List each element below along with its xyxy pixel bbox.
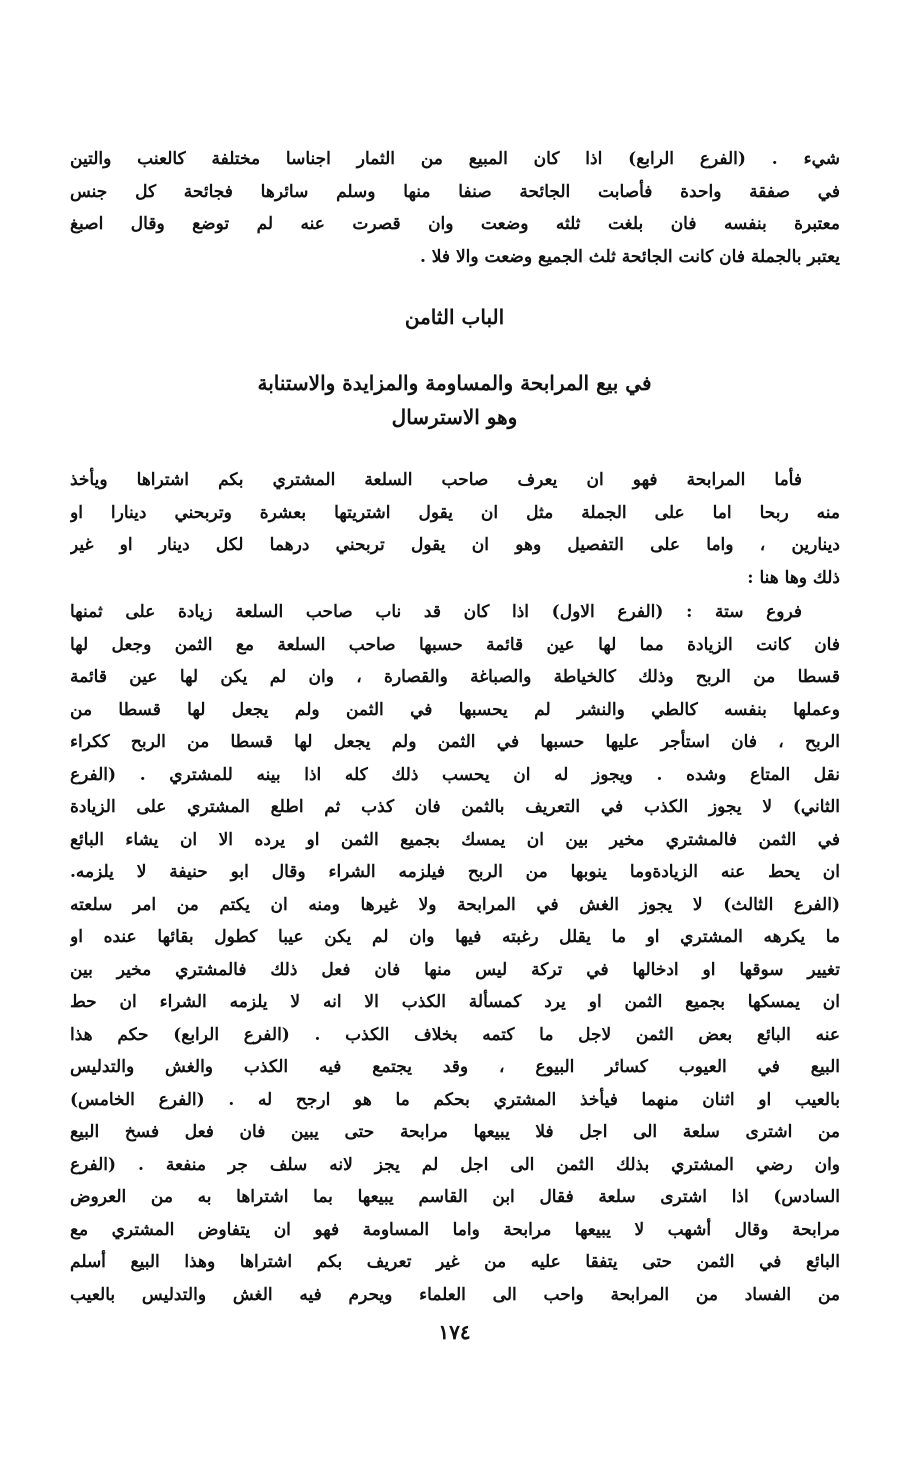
text-line: تغيير سوقها او ادخالها في تركة ليس منها فان فعل ذلك فالمشتري مخير بين — [70, 959, 840, 980]
chapter-title: الباب الثامن — [404, 305, 505, 329]
text-line: ان يحط عنه الزيادةوما ينوبها من الربح فيلزمه الشراء وقال ابو حنيفة لا يلزمه. — [70, 862, 840, 882]
text-line: من الفساد من المرابحة واحب الى العلماء ويحرم فيه الغش والتدليس بالعيب — [70, 1284, 840, 1305]
text-line: الثاني) لا يجوز الكذب في التعريف بالثمن فان كذب ثم اطلع المشتري على الزيادة — [70, 797, 840, 817]
text-line: ان يمسكها بجميع الثمن او يرد كمسألة الكذب الا انه لا يلزمه الشراء ان حط — [70, 992, 840, 1012]
text-line: (الفرع الثالث) لا يجوز الغش في المرابحة ولا غيرها ومنه ان يكتم من امر سلعته — [70, 894, 840, 915]
paragraph-branches — [70, 596, 840, 1311]
subtitle-line: في بيع المرابحة والمساومة والمزايدة والاستنابة — [257, 371, 652, 395]
text-line: وعملها بنفسه كالطي والنشر لم يحسبها في الثمن ولم يجعل لها قسطا من — [70, 699, 840, 720]
text-line: البائع في الثمن حتى يتفقا عليه من غير تعريف بكم اشتراها وهذا البيع أسلم — [70, 1252, 840, 1272]
text-line: نقل المتاع وشده . ويجوز له ان يحسب ذلك كله اذا بينه للمشتري . (الفرع — [70, 764, 840, 785]
text-line: في الثمن فالمشتري مخير بين ان يمسك بجميع الثمن او يرده الا ان يشاء البائع — [70, 829, 840, 850]
top-paragraph — [70, 143, 840, 273]
paragraph-murabaha — [70, 464, 840, 594]
text-line: فروع ستة : (الفرع الاول) اذا كان قد ناب صاحب السلعة زيادة على ثمنها — [70, 602, 802, 622]
text-line: منه ربحا اما على الجملة مثل ان يقول اشتريتها بعشرة وتربحني دينارا او — [70, 502, 840, 523]
text-line: يعتبر بالجملة فان كانت الجائحة ثلث الجميع وضعت والا فلا . — [419, 246, 840, 267]
text-line: السادس) اذا اشترى سلعة فقال ابن القاسم يبيعها بما اشتراها به من العروض — [70, 1187, 840, 1207]
page-number: ١٧٤ — [438, 1320, 471, 1344]
text-line: مرابحة وقال أشهب لا يبيعها مرابحة واما المساومة فهو ان يتفاوض المشتري مع — [70, 1219, 840, 1240]
text-line: ما يكرهه المشتري او ما يقلل رغبته فيها وان لم يكن عيبا كطول بقائها عنده او — [70, 927, 840, 947]
subtitle-line: وهو الاسترسال — [391, 405, 518, 429]
text-line: من اشترى سلعة الى اجل فلا يبيعها مرابحة حتى يبين فان فعل فسخ البيع — [70, 1122, 840, 1142]
chapter-subtitle — [0, 366, 909, 434]
text-line: قسطا من الربح وذلك كالخياطة والصباغة والقصارة ، وان لم يكن لها عين قائمة — [70, 667, 840, 687]
text-line: معتبرة بنفسه فان بلغت ثلثه وضعت وان قصرت عنه لم توضع وقال اصبغ — [70, 214, 840, 234]
text-line: فان كانت الزيادة مما لها عين قائمة حسبها صاحب السلعة مع الثمن وجعل لها — [70, 634, 840, 655]
text-line: وان رضي المشتري بذلك الثمن الى اجل لم يجز لانه سلف جر منفعة . (الفرع — [70, 1154, 840, 1175]
text-line: فأما المرابحة فهو ان يعرف صاحب السلعة المشتري بكم اشتراها ويأخذ — [70, 470, 802, 490]
text-line: شيء . (الفرع الرابع) اذا كان المبيع من الثمار اجناسا مختلفة كالعنب والتين — [70, 149, 840, 169]
text-line: الربح ، فان استأجر عليها حسبها في الثمن ولم يجعل لها قسطا من الربح ككراء — [70, 732, 840, 752]
text-line: عنه البائع بعض الثمن لاجل ما كتمه بخلاف الكذب . (الفرع الرابع) حكم هذا — [70, 1024, 840, 1045]
text-line: ذلك وها هنا : — [747, 567, 840, 588]
text-line: في صفقة واحدة فأصابت الجائحة صنفا منها وسلم سائرها فجائحة كل جنس — [70, 181, 840, 202]
text-line: دينارين ، واما على التفصيل وهو ان يقول تربحني درهما لكل دينار او غير — [70, 535, 840, 555]
text-line: البيع في العيوب كسائر البيوع ، وقد يجتمع فيه الكذب والغش والتدليس — [70, 1057, 840, 1077]
text-line: بالعيب او اثنان منهما فيأخذ المشتري بحكم ما هو ارجح له . (الفرع الخامس) — [70, 1089, 840, 1110]
